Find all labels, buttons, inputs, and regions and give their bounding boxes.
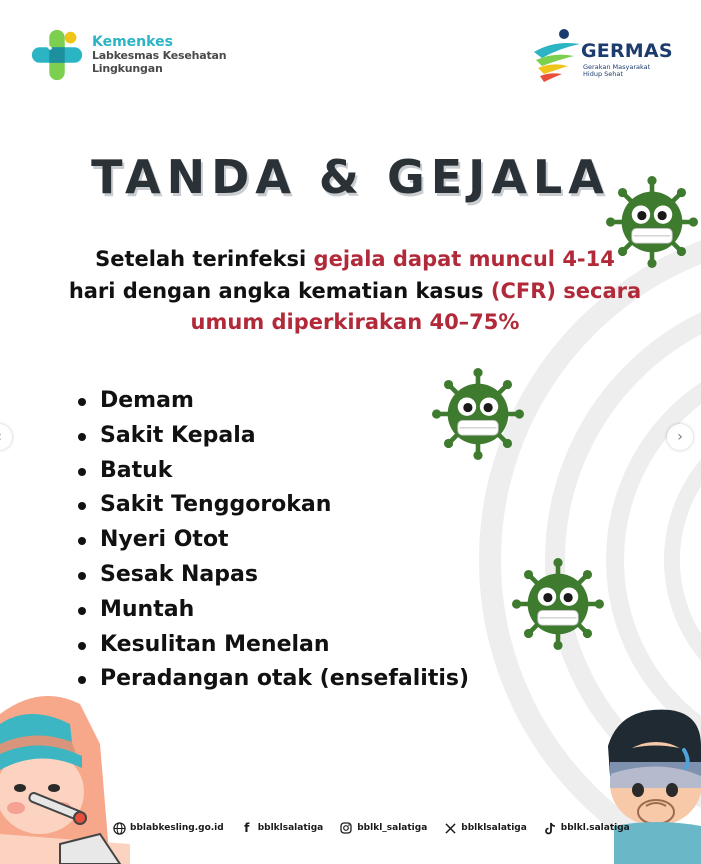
tiktok-icon xyxy=(543,821,557,835)
scared-child-illustration xyxy=(600,706,701,864)
kemenkes-brand: Kemenkes xyxy=(92,34,173,51)
symptom-item: Peradangan otak (ensefalitis) xyxy=(74,662,469,697)
globe-icon xyxy=(112,821,126,835)
footer-social-links xyxy=(112,818,646,838)
facebook-icon: f xyxy=(244,821,250,835)
footer-website: bblabkesling.go.id xyxy=(112,821,224,835)
x-icon xyxy=(443,821,457,835)
kemenkes-subtitle: Labkesmas Kesehatan Lingkungan xyxy=(92,49,227,76)
intro-line-1: Setelah terinfeksi gejala dapat muncul 4-14 xyxy=(95,247,615,271)
symptom-item: Muntah xyxy=(74,593,469,628)
symptom-item: Sakit Tenggorokan xyxy=(74,488,469,523)
virus-icon xyxy=(606,176,698,268)
instagram-icon xyxy=(339,821,353,835)
carousel-next-button[interactable]: › xyxy=(667,424,693,450)
footer-x: bblklsalatiga xyxy=(443,821,527,835)
intro-line-2: hari dengan angka kematian kasus (CFR) secara xyxy=(68,278,642,303)
footer-facebook: f bblklsalatiga xyxy=(240,821,324,835)
germas-subtitle: Gerakan Masyarakat Hidup Sehat xyxy=(583,63,651,79)
kemenkes-logo-icon xyxy=(28,26,86,84)
intro-paragraph xyxy=(50,244,660,339)
symptom-item: Demam xyxy=(74,384,469,419)
symptom-item: Sesak Napas xyxy=(74,558,469,593)
germas-logo xyxy=(530,26,680,90)
symptom-list xyxy=(74,384,469,697)
page-title: TANDA & GEJALA xyxy=(91,150,610,204)
symptom-item: Sakit Kepala xyxy=(74,419,469,454)
symptom-item: Batuk xyxy=(74,454,469,489)
intro-line-3: umum diperkirakan 40–75% xyxy=(190,310,520,334)
kemenkes-logo xyxy=(28,24,298,86)
sick-child-illustration xyxy=(0,684,130,864)
virus-icon xyxy=(432,368,524,460)
footer-tiktok: bblkl.salatiga xyxy=(543,821,630,835)
symptom-item: Kesulitan Menelan xyxy=(74,628,469,663)
footer-instagram: bblkl_salatiga xyxy=(339,821,427,835)
germas-logo-icon xyxy=(530,26,582,88)
symptom-item: Nyeri Otot xyxy=(74,523,469,558)
germas-brand: GERMAS xyxy=(581,40,673,62)
virus-icon xyxy=(512,558,604,650)
